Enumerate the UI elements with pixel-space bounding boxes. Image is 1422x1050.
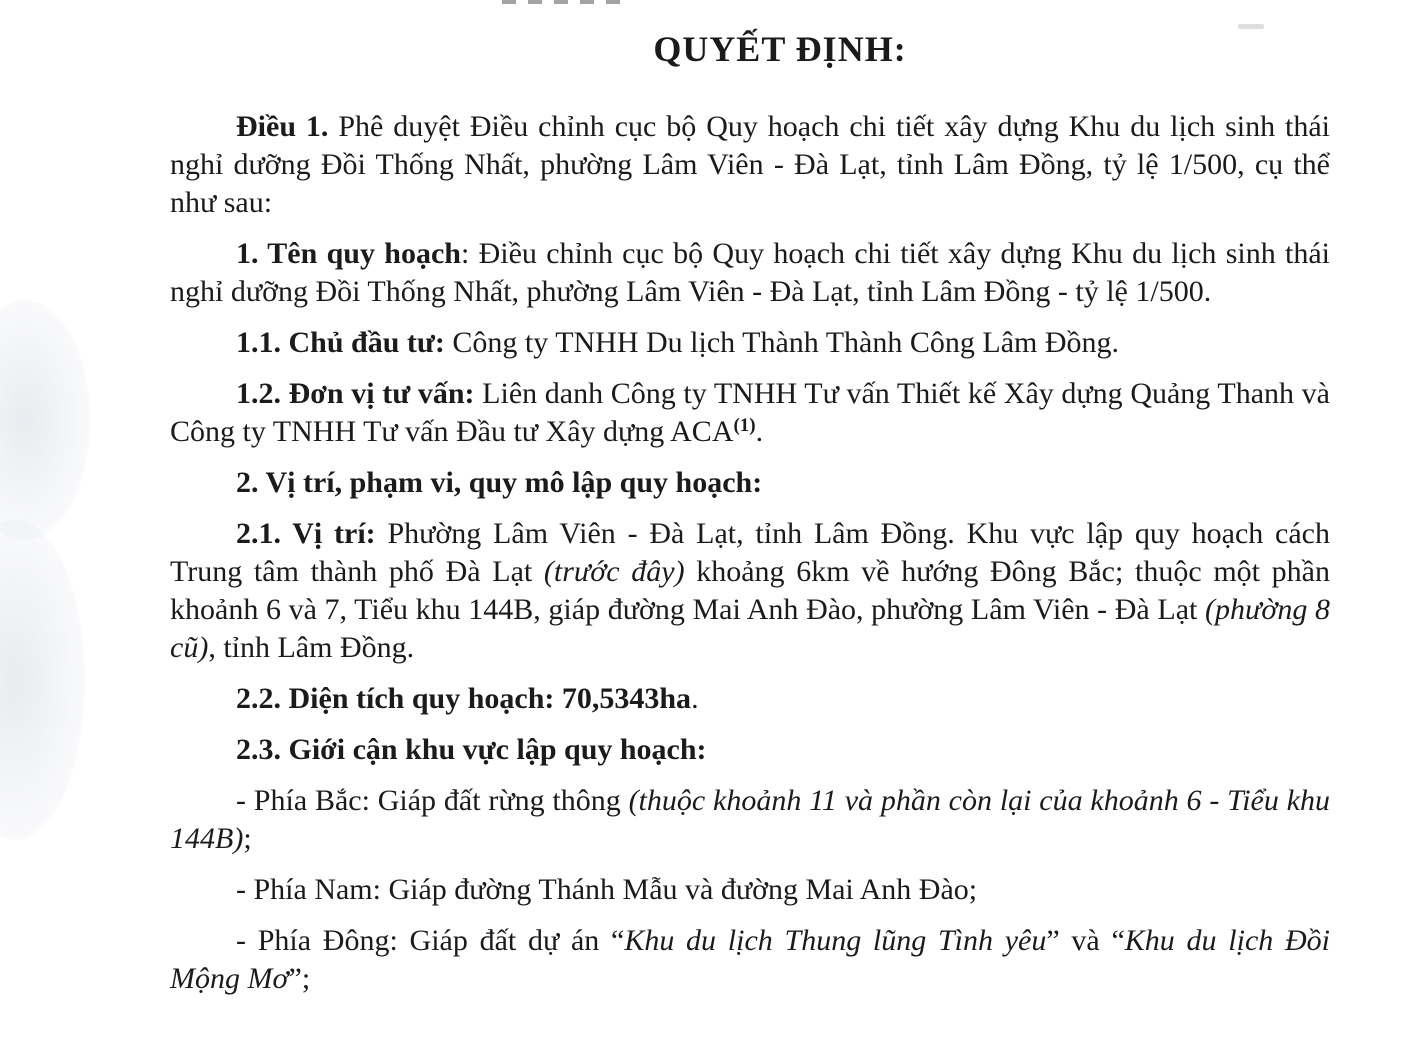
section-1-1-chu-dau-tu bbox=[170, 324, 1330, 362]
text-segment: Khu du lịch Đồi Mộng Mơ bbox=[170, 924, 1330, 995]
text-segment: - Phía Đông: Giáp đất dự án “ bbox=[236, 924, 625, 957]
document-title: QUYẾT ĐỊNH: bbox=[653, 29, 907, 69]
text-segment: Phê duyệt Điều chỉnh cục bộ Quy hoạch chi tiết xây dựng Khu du lịch sinh thái nghỉ dưỡng Đồi Thống Nhất, phường Lâm Viên - Đà Lạt, tỉnh Lâm Đồng, tỷ lệ 1/500, cụ thể như sau: bbox=[170, 110, 1331, 219]
text-segment: 2.3. Giới cận khu vực lập quy hoạch: bbox=[236, 733, 707, 766]
text-segment: . bbox=[691, 682, 699, 715]
text-segment: (trước đây) bbox=[543, 555, 685, 588]
text-segment: Liên danh Công ty TNHH Tư vấn Thiết kế Xây dựng Quảng Thanh và Công ty TNHH Tư vấn Đầu tư Xây dựng ACA bbox=[170, 377, 1330, 448]
document-body bbox=[170, 108, 1330, 998]
text-segment: 1. Tên quy hoạch bbox=[236, 237, 461, 270]
text-segment: - Phía Nam: Giáp đường Thánh Mẫu và đường Mai Anh Đào; bbox=[236, 873, 978, 906]
text-segment: 2.1. Vị trí: bbox=[236, 517, 376, 550]
section-1-ten-quy-hoach bbox=[170, 235, 1330, 311]
section-2-2-dien-tich bbox=[170, 680, 1330, 718]
boundary-north bbox=[170, 782, 1330, 858]
text-segment: ; bbox=[243, 822, 252, 855]
text-segment: khoảng 6km về hướng Đông Bắc; thuộc một phần khoảnh 6 và 7, Tiểu khu 144B, giáp đường Mai Anh Đào, phường Lâm Viên - Đà Lạt bbox=[170, 555, 1330, 626]
text-segment: Điều 1. bbox=[236, 110, 329, 143]
text-segment: ”; bbox=[288, 962, 311, 995]
text-segment: 1.2. Đơn vị tư vấn: bbox=[236, 377, 475, 410]
text-segment: ” và “ bbox=[1046, 924, 1125, 957]
text-segment: , tỉnh Lâm Đồng. bbox=[208, 631, 415, 664]
article-1 bbox=[170, 108, 1330, 222]
section-1-2-don-vi-tu-van bbox=[170, 375, 1330, 451]
text-segment: . bbox=[755, 415, 764, 448]
text-segment: Khu du lịch Thung lũng Tình yêu bbox=[624, 924, 1047, 957]
text-segment: - Phía Bắc: Giáp đất rừng thông bbox=[236, 784, 629, 817]
text-segment: (thuộc khoảnh 11 và phần còn lại của khoảnh 6 - Tiểu khu 144B) bbox=[170, 784, 1330, 855]
text-segment: 1.1. Chủ đầu tư: bbox=[236, 326, 445, 359]
text-segment: Phường Lâm Viên - Đà Lạt, tỉnh Lâm Đồng. Khu vực lập quy hoạch cách Trung tâm thành phố Đà Lạt bbox=[170, 517, 1330, 588]
section-2-1-vi-tri bbox=[170, 515, 1330, 667]
section-2-vi-tri-pham-vi bbox=[170, 464, 1330, 502]
footnote-marker: (1) bbox=[733, 415, 756, 436]
section-2-3-gioi-can bbox=[170, 731, 1330, 769]
text-segment: (phường 8 cũ) bbox=[170, 593, 1330, 664]
boundary-east bbox=[170, 922, 1330, 998]
text-segment: 2. Vị trí, phạm vi, quy mô lập quy hoạch: bbox=[236, 466, 763, 499]
text-segment: : Điều chỉnh cục bộ Quy hoạch chi tiết xây dựng Khu du lịch sinh thái nghỉ dưỡng Đồi Thống Nhất, phường Lâm Viên - Đà Lạt, tỉnh Lâm Đồng - tỷ lệ 1/500. bbox=[170, 237, 1330, 308]
boundary-south bbox=[170, 871, 1330, 909]
text-segment: 2.2. Diện tích quy hoạch: 70,5343ha bbox=[236, 682, 692, 715]
text-segment: Công ty TNHH Du lịch Thành Thành Công Lâm Đồng. bbox=[444, 326, 1120, 359]
